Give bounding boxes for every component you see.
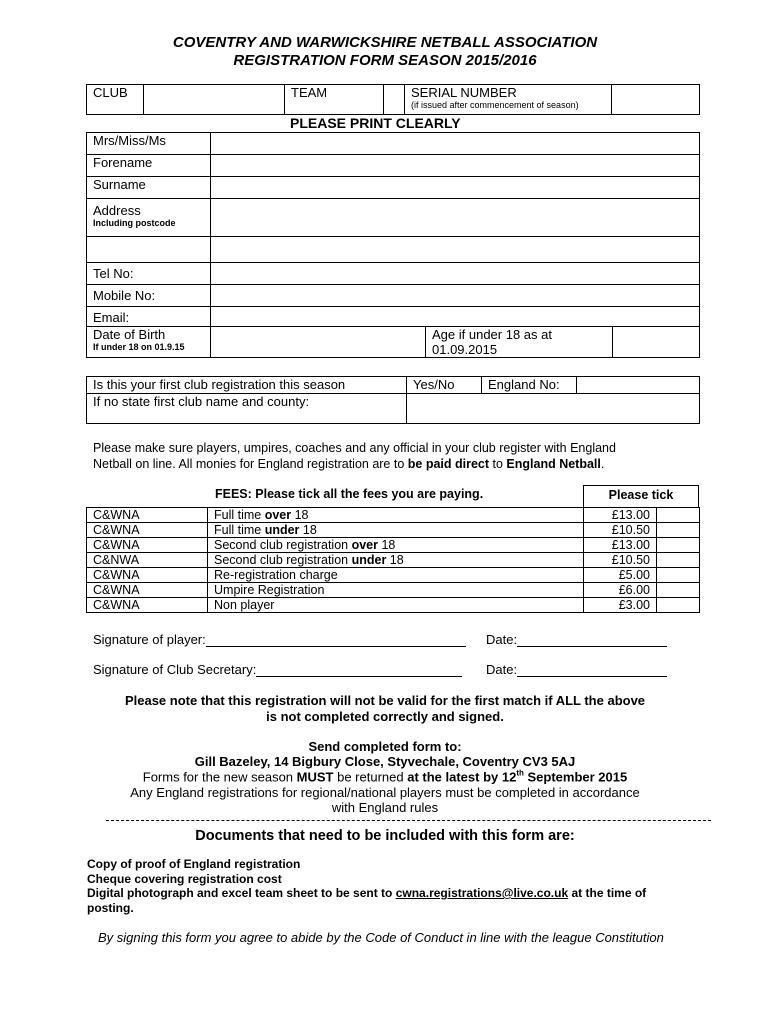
notice-line2-a: Netball on line. All monies for England registration are to — [93, 457, 408, 471]
first-club-question: Is this your first club registration this season — [87, 377, 407, 394]
form-title: COVENTRY AND WARWICKSHIRE NETBALL ASSOCIATION — [172, 34, 598, 51]
fees-heading: FEES: Please tick all the fees you are paying. — [215, 487, 484, 501]
validity-line1: Please note that this registration will not be valid for the first match if ALL the above — [124, 693, 646, 708]
fee-tick-box[interactable] — [657, 568, 700, 583]
serial-field[interactable] — [612, 85, 700, 115]
fee-desc-c: 18 — [386, 553, 404, 567]
fee-org: C&WNA — [87, 508, 208, 523]
deadline-b: MUST — [296, 769, 334, 785]
documents-list — [87, 857, 727, 915]
player-signature-line[interactable] — [206, 632, 466, 647]
fee-desc-a: Full time — [214, 523, 265, 537]
surname-label: Surname — [87, 177, 211, 199]
fee-description — [208, 568, 584, 583]
document-item-1: Copy of proof of England registration — [87, 857, 301, 871]
tick-header: Please tick — [608, 488, 674, 502]
england-rules-line2: with England rules — [331, 800, 439, 815]
player-signature-row — [93, 632, 466, 647]
fee-description — [208, 538, 584, 553]
fee-row — [87, 598, 700, 613]
team-field[interactable] — [384, 85, 405, 115]
club-label: CLUB — [87, 85, 144, 115]
fee-cost: £13.00 — [584, 538, 657, 553]
fee-description — [208, 583, 584, 598]
document-item-3a: Digital photograph and excel team sheet to be sent to — [87, 886, 396, 900]
document-item-3b: at the time of — [568, 886, 647, 900]
fee-cost: £5.00 — [584, 568, 657, 583]
documents-heading: Documents that need to be included with this form are: — [195, 828, 575, 844]
notice-line2-e: . — [600, 457, 605, 471]
deadline-a: Forms for the new season — [142, 769, 297, 785]
dob-label: Date of Birth — [93, 327, 166, 342]
fee-description — [208, 598, 584, 613]
fee-cost: £10.50 — [584, 553, 657, 568]
fee-desc-b: over — [264, 508, 292, 522]
age-label-line2: 01.09.2015 — [432, 342, 498, 357]
notice-line2-d: England Netball — [506, 457, 601, 471]
notice-line2-c: to — [489, 457, 507, 471]
email-label: Email: — [87, 307, 211, 327]
secretary-signature-label: Signature of Club Secretary: — [93, 662, 257, 677]
document-item-2: Cheque covering registration cost — [87, 871, 282, 886]
fee-tick-box[interactable] — [657, 553, 700, 568]
fee-tick-box[interactable] — [657, 583, 700, 598]
club-team-serial-table — [86, 84, 700, 115]
age-label-line1: Age if under 18 as at — [432, 327, 552, 342]
fee-org: C&WNA — [87, 538, 208, 553]
fee-description — [208, 523, 584, 538]
forename-field[interactable] — [211, 155, 700, 177]
email-field[interactable] — [211, 307, 700, 327]
fee-description — [208, 553, 584, 568]
england-rules-line1: Any England registrations for regional/national players must be completed in accordance — [130, 785, 640, 800]
player-date-line[interactable] — [517, 632, 667, 647]
fee-org: C&NWA — [87, 553, 208, 568]
england-no-field[interactable] — [577, 377, 700, 394]
fee-row — [87, 553, 700, 568]
address-field-2[interactable] — [211, 237, 700, 263]
fee-desc-a: Second club registration — [214, 553, 352, 567]
tel-label: Tel No: — [87, 263, 211, 285]
deadline-sup: th — [516, 769, 524, 778]
personal-details-table — [86, 132, 700, 358]
first-club-if-no-label: If no state first club name and county: — [87, 394, 407, 424]
fee-cost: £6.00 — [584, 583, 657, 598]
fee-tick-box[interactable] — [657, 538, 700, 553]
secretary-signature-row — [93, 662, 462, 677]
first-club-name-field[interactable] — [407, 394, 700, 424]
mobile-label: Mobile No: — [87, 285, 211, 307]
fee-desc-a: Non player — [214, 598, 275, 612]
player-signature-label: Signature of player: — [93, 632, 206, 647]
address-note: Including postcode — [93, 218, 176, 228]
secretary-signature-line[interactable] — [256, 662, 462, 677]
fee-desc-b: under — [351, 553, 387, 567]
form-subtitle: REGISTRATION FORM SEASON 2015/2016 — [233, 52, 537, 69]
club-field[interactable] — [144, 85, 285, 115]
dashed-divider — [106, 820, 711, 821]
print-clearly-heading: PLEASE PRINT CLEARLY — [290, 115, 461, 131]
fee-tick-box[interactable] — [657, 523, 700, 538]
deadline-d: at the latest by 12 — [403, 769, 517, 785]
tel-field[interactable] — [211, 263, 700, 285]
fee-desc-a: Full time — [214, 508, 265, 522]
fee-desc-b: over — [351, 538, 378, 552]
title-label: Mrs/Miss/Ms — [87, 133, 211, 155]
serial-label: SERIAL NUMBER — [411, 85, 517, 100]
fee-cost: £3.00 — [584, 598, 657, 613]
notice-paragraph — [93, 440, 693, 472]
registration-email-link[interactable]: cwna.registrations@live.co.uk — [395, 886, 569, 900]
fee-row — [87, 523, 700, 538]
fee-cost: £10.50 — [584, 523, 657, 538]
team-label: TEAM — [285, 85, 384, 115]
age-field[interactable] — [613, 327, 700, 358]
fee-tick-box[interactable] — [657, 598, 700, 613]
send-heading: Send completed form to: — [308, 739, 462, 754]
forename-label: Forename — [87, 155, 211, 177]
fee-desc-b: under — [264, 523, 300, 537]
fee-cost: £13.00 — [584, 508, 657, 523]
validity-line2: is not completed correctly and signed. — [266, 709, 504, 724]
fee-desc-a: Second club registration — [214, 538, 352, 552]
notice-line2-b: be paid direct — [407, 457, 490, 471]
send-address: Gill Bazeley, 14 Bigbury Close, Styvechale, Coventry CV3 5AJ — [194, 754, 576, 769]
deadline-line — [0, 769, 770, 784]
deadline-e: September 2015 — [523, 769, 628, 785]
secretary-date-label: Date: — [486, 662, 518, 677]
serial-note: (if issued after commencement of season) — [411, 100, 579, 110]
fee-desc-a: Umpire Registration — [214, 583, 325, 597]
title-field[interactable] — [211, 133, 700, 155]
address-field[interactable] — [211, 199, 700, 237]
fee-org: C&WNA — [87, 598, 208, 613]
agreement-statement: By signing this form you agree to abide by the Code of Conduct in line with the league Constitution — [98, 930, 664, 945]
fee-org: C&WNA — [87, 523, 208, 538]
yes-no-label[interactable]: Yes/No — [407, 377, 482, 394]
fee-row — [87, 508, 700, 523]
secretary-date-line[interactable] — [517, 662, 667, 677]
player-date-label: Date: — [486, 632, 518, 647]
fee-tick-box[interactable] — [657, 508, 700, 523]
fee-row — [87, 583, 700, 598]
notice-line1: Please make sure players, umpires, coaches and any official in your club register with England — [93, 441, 616, 455]
dob-field[interactable] — [211, 327, 426, 358]
surname-field[interactable] — [211, 177, 700, 199]
fee-desc-c: 18 — [378, 538, 396, 552]
fee-desc-c: 18 — [299, 523, 317, 537]
player-date-row — [486, 632, 667, 647]
fees-table — [86, 507, 700, 613]
england-no-label: England No: — [482, 377, 577, 394]
mobile-field[interactable] — [211, 285, 700, 307]
document-item-3c: posting. — [87, 900, 134, 915]
fee-desc-a: Re-registration charge — [214, 568, 338, 582]
fee-description — [208, 508, 584, 523]
dob-note: If under 18 on 01.9.15 — [93, 342, 185, 352]
fee-org: C&WNA — [87, 568, 208, 583]
fee-org: C&WNA — [87, 583, 208, 598]
fee-row — [87, 568, 700, 583]
deadline-c: be returned — [333, 769, 404, 785]
address-label: Address — [93, 203, 141, 218]
fee-row — [87, 538, 700, 553]
first-registration-table — [86, 376, 700, 424]
secretary-date-row — [486, 662, 667, 677]
fee-desc-c: 18 — [291, 508, 309, 522]
